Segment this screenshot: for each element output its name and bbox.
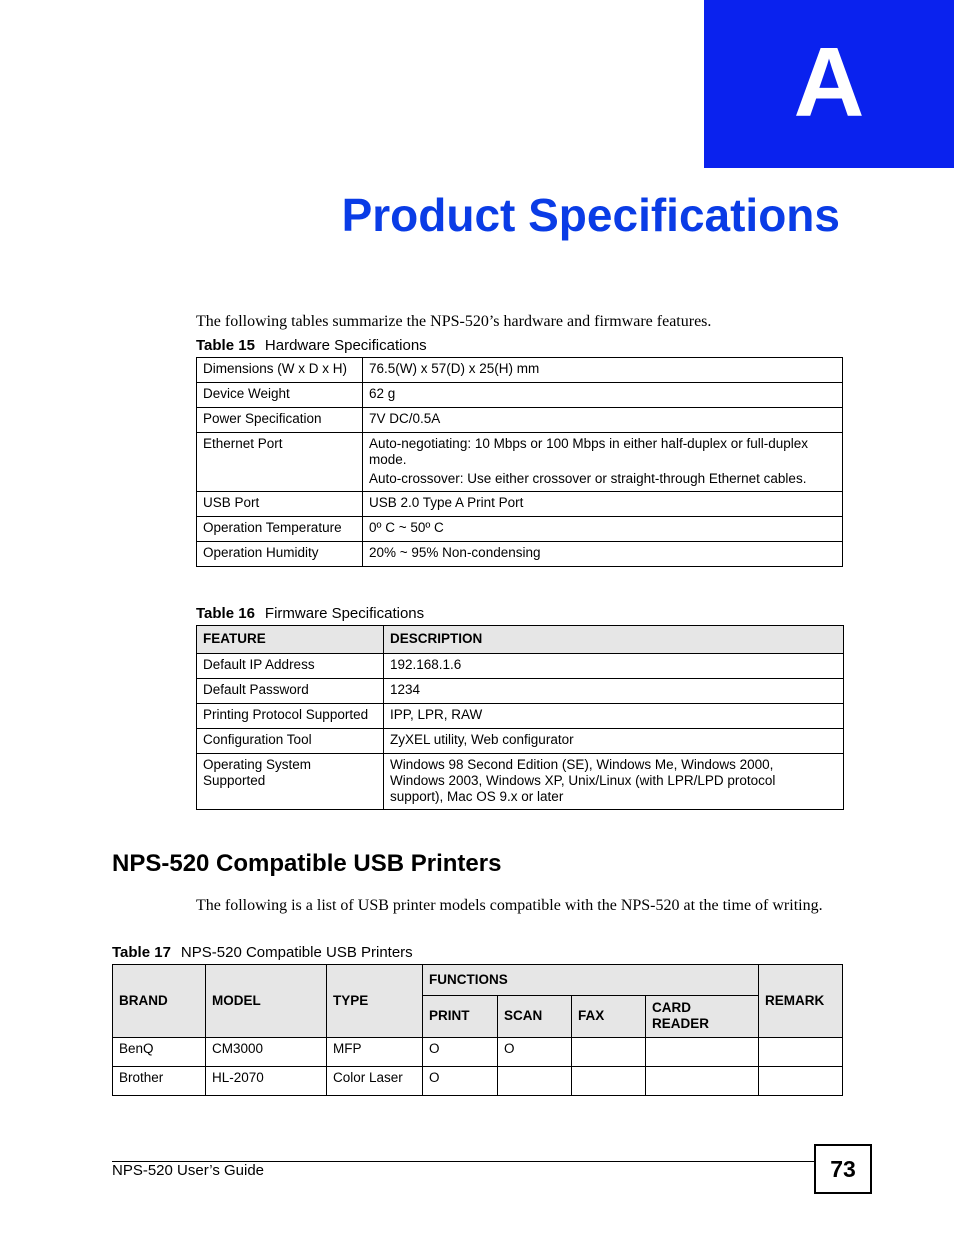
column-header: FEATURE	[197, 626, 384, 654]
table-row	[113, 1038, 843, 1067]
table-cell	[498, 1067, 572, 1096]
table-cell: 7V DC/0.5A	[363, 408, 843, 433]
table17-caption	[112, 944, 413, 961]
table-cell: Brother	[113, 1067, 206, 1096]
table-cell: O	[423, 1067, 498, 1096]
table-cell	[759, 1038, 843, 1067]
table-cell: 0º C ~ 50º C	[363, 517, 843, 542]
table-cell: Configuration Tool	[197, 729, 384, 754]
hardware-spec-table	[196, 357, 843, 567]
table17-label: Table 17	[112, 944, 171, 961]
column-header: CARD READER	[646, 996, 759, 1038]
section-paragraph: The following is a list of USB printer models compatible with the NPS-520 at the time of writing.	[196, 897, 823, 914]
column-header: TYPE	[327, 965, 423, 1038]
table17-title: NPS-520 Compatible USB Printers	[180, 944, 413, 961]
table-cell	[646, 1038, 759, 1067]
table-cell: USB Port	[197, 492, 363, 517]
table-row	[197, 492, 843, 517]
table-cell: USB 2.0 Type A Print Port	[363, 492, 843, 517]
table-cell: Color Laser	[327, 1067, 423, 1096]
page-title: Product Specifications	[341, 189, 840, 241]
table-cell: Windows 98 Second Edition (SE), Windows Me, Windows 2000, Windows 2003, Windows XP, Unix/Linux (with LPR/LPD protocol support), Mac OS 9.x or later	[384, 754, 844, 810]
table-cell	[572, 1067, 646, 1096]
table-row	[197, 704, 844, 729]
table15-label: Table 15	[196, 337, 255, 354]
table-cell: O	[498, 1038, 572, 1067]
chapter-letter: A	[793, 26, 865, 137]
table-cell	[572, 1038, 646, 1067]
table16-title: Firmware Specifications	[264, 605, 425, 622]
table-cell: O	[423, 1038, 498, 1067]
table-row	[197, 679, 844, 704]
column-header: PRINT	[423, 996, 498, 1038]
table16-caption	[196, 605, 424, 622]
table-cell: Default Password	[197, 679, 384, 704]
table-header-row	[197, 626, 844, 654]
table-cell: Device Weight	[197, 383, 363, 408]
table-header-row	[113, 965, 843, 996]
table-cell: IPP, LPR, RAW	[384, 704, 844, 729]
table-row	[113, 1067, 843, 1096]
table-cell: 192.168.1.6	[384, 654, 844, 679]
table-cell: HL-2070	[206, 1067, 327, 1096]
table-cell: Operation Humidity	[197, 542, 363, 567]
table-cell: 62 g	[363, 383, 843, 408]
table-cell: CM3000	[206, 1038, 327, 1067]
table-row	[197, 358, 843, 383]
table-cell: Default IP Address	[197, 654, 384, 679]
footer-guide-title: NPS-520 User’s Guide	[112, 1162, 265, 1179]
table-row	[197, 383, 843, 408]
table-cell: ZyXEL utility, Web configurator	[384, 729, 844, 754]
column-header: SCAN	[498, 996, 572, 1038]
table-row	[197, 542, 843, 567]
table-cell: Dimensions (W x D x H)	[197, 358, 363, 383]
table-row	[197, 517, 843, 542]
table-cell: 20% ~ 95% Non-condensing	[363, 542, 843, 567]
table-cell-line: Auto-crossover: Use either crossover or straight-through Ethernet cables.	[369, 471, 807, 486]
table-cell: 1234	[384, 679, 844, 704]
table15-caption	[196, 337, 427, 354]
chapter-tab	[704, 0, 954, 168]
table-row	[197, 654, 844, 679]
table16-label: Table 16	[196, 605, 255, 622]
column-header: REMARK	[759, 965, 843, 1038]
table-cell: Operating System Supported	[197, 754, 384, 810]
table-cell	[759, 1067, 843, 1096]
table-row	[197, 754, 844, 810]
table-cell: BenQ	[113, 1038, 206, 1067]
column-header: FUNCTIONS	[423, 965, 759, 996]
table-cell: Ethernet Port	[197, 433, 363, 492]
table-cell: Power Specification	[197, 408, 363, 433]
intro-paragraph: The following tables summarize the NPS-520’s hardware and firmware features.	[196, 313, 712, 330]
firmware-spec-table	[196, 625, 844, 810]
table-cell	[363, 433, 843, 492]
table15-title: Hardware Specifications	[264, 337, 427, 354]
column-header: FAX	[572, 996, 646, 1038]
column-header: DESCRIPTION	[384, 626, 844, 654]
column-header: BRAND	[113, 965, 206, 1038]
compatible-printers-table	[112, 964, 843, 1096]
page-number: 73	[814, 1144, 872, 1194]
column-header: MODEL	[206, 965, 327, 1038]
table-cell	[646, 1067, 759, 1096]
section-heading: NPS-520 Compatible USB Printers	[112, 850, 502, 877]
table-cell: MFP	[327, 1038, 423, 1067]
table-cell: Printing Protocol Supported	[197, 704, 384, 729]
table-row	[197, 408, 843, 433]
table-row	[197, 729, 844, 754]
table-row	[197, 433, 843, 492]
table-cell: Operation Temperature	[197, 517, 363, 542]
table-cell: 76.5(W) x 57(D) x 25(H) mm	[363, 358, 843, 383]
table-cell-line: Auto-negotiating: 10 Mbps or 100 Mbps in either half-duplex or full-duplex mode.	[369, 436, 809, 467]
